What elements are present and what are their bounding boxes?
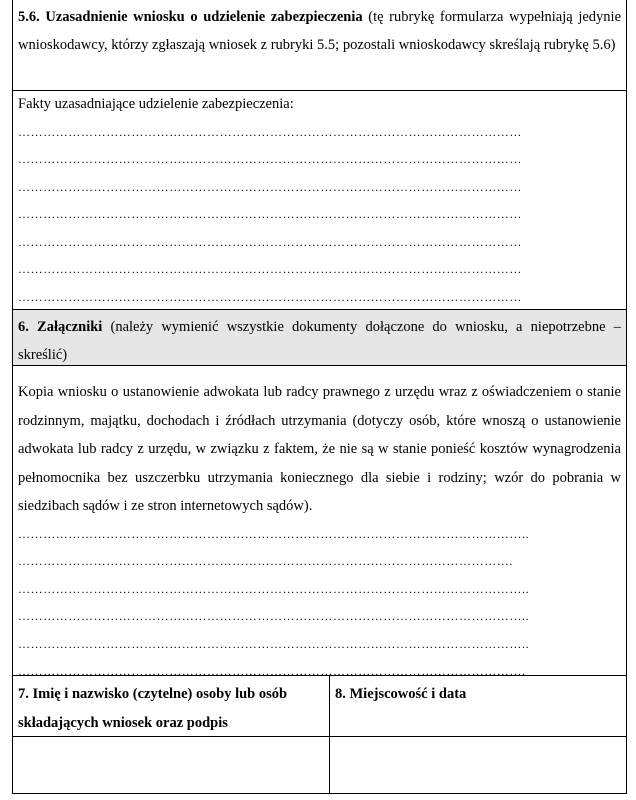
facts-dot-line[interactable]: ………………………………………………………………………………………………………… — [18, 234, 522, 249]
facts-dot-line[interactable]: ………………………………………………………………………………………………………… — [18, 207, 522, 221]
section-6-note: (należy wymienić wszystkie dokumenty dołączone do wniosku, a niepotrzebne – skreślić) — [18, 319, 621, 363]
signature-header-row — [13, 676, 626, 737]
section-5-6-title: 5.6. Uzasadnienie wniosku o udzielenie zabezpieczenia — [18, 9, 363, 25]
signature-fill-row — [13, 737, 626, 794]
facts-dot-lines[interactable] — [13, 119, 626, 312]
attachments-text: Kopia wniosku o ustanowienie adwokata lub radcy prawnego z urzędu wraz z oświadczeniem o stanie rodzinnym, majątku, dochodach i źródłach utrzymania (dotyczy osób, które wnoszą o ustanowienie adwokata lub radcy z urzędu, w związku z faktem, że nie są w stanie ponieść kosztów wynagrodzenia pełnomocnika bez uszczerbku utrzymania koniecznego dla siebie i rodziny; wzór do pobrania w siedzibach sądów i ze stron internetowych sądów). — [18, 384, 621, 514]
section-8-title: 8. Miejscowość i data — [335, 686, 467, 702]
section-6-header — [13, 310, 626, 366]
attachments-dot-line[interactable]: ………………………………………………………………………………………………………….. — [18, 636, 530, 651]
section-5-6-header — [13, 0, 626, 91]
section-6-body[interactable] — [13, 366, 626, 676]
section-5-6-body[interactable] — [13, 91, 626, 310]
section-7-header — [13, 676, 330, 736]
section-6-title: 6. Załączniki — [18, 319, 103, 335]
attachments-dot-line[interactable]: ………………………………………………………………………………………………………….. — [18, 526, 530, 541]
place-date-field[interactable] — [330, 737, 626, 793]
attachments-dot-line[interactable]: …………………………………………………………………………………………………………. — [18, 664, 526, 678]
application-form — [12, 0, 627, 794]
attachments-dot-line[interactable]: ………………………………………………………………………………………………………….. — [18, 609, 530, 623]
section-8-header — [330, 676, 626, 736]
facts-dot-line[interactable]: ………………………………………………………………………………………………………… — [18, 179, 522, 194]
facts-dot-line[interactable]: ………………………………………………………………………………………………………… — [18, 124, 522, 139]
facts-dot-line[interactable]: ………………………………………………………………………………………………………… — [18, 289, 522, 304]
facts-dot-line[interactable]: ………………………………………………………………………………………………………… — [18, 262, 522, 276]
attachments-dot-line[interactable]: ………………………………………………………………………………………………………….. — [18, 581, 530, 596]
attachments-dot-lines[interactable] — [13, 521, 626, 686]
section-7-title: 7. Imię i nazwisko (czytelne) osoby lub osób składających wniosek oraz podpis — [18, 686, 288, 731]
facts-label: Fakty uzasadniające udzielenie zabezpieczenia: — [18, 96, 294, 112]
facts-dot-line[interactable]: ………………………………………………………………………………………………………… — [18, 152, 522, 166]
attachments-dot-line[interactable]: ………………………………………………………………………………………………………. — [18, 554, 513, 568]
signature-field[interactable] — [13, 737, 330, 793]
section-5-6-note: (tę rubrykę formularza wypełniają jedynie wnioskodawcy, którzy zgłaszają wniosek z rubryki 5.5; pozostali wnioskodawcy skreślają rubrykę 5.6) — [18, 9, 621, 53]
